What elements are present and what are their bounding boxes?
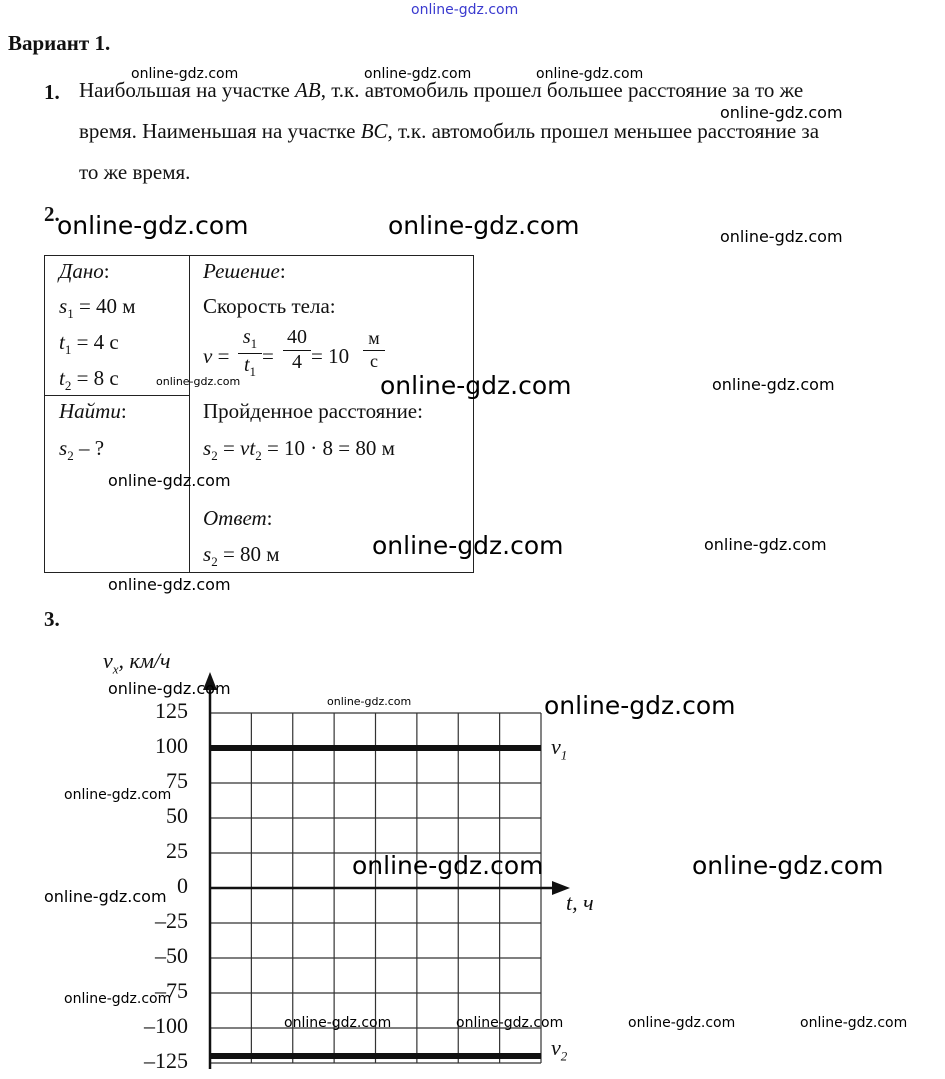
watermark[interactable]: online-gdz.com xyxy=(704,535,827,554)
watermark[interactable]: online-gdz.com xyxy=(108,679,231,698)
find-s2: $s_2$ – ? xyxy=(59,436,105,464)
speed-result: = 10 xyxy=(311,344,350,368)
task1-number: 1. xyxy=(44,80,60,104)
watermark[interactable]: online-gdz.com xyxy=(628,1015,736,1031)
watermark[interactable]: online-gdz.com xyxy=(108,471,231,490)
watermark[interactable]: online-gdz.com xyxy=(284,1015,392,1031)
y-tick-label: 0 xyxy=(177,873,188,898)
watermark[interactable]: online-gdz.com xyxy=(800,1015,908,1031)
y-tick-label: –100 xyxy=(144,1013,188,1038)
x-axis-label: t, ч xyxy=(566,890,594,915)
task3-number: 3. xyxy=(44,607,60,631)
y-tick-label: –75 xyxy=(155,978,188,1003)
watermark[interactable]: online-gdz.com xyxy=(156,375,241,388)
watermark[interactable]: online-gdz.com xyxy=(536,66,644,82)
distance-formula: $s_2 = vt_2 = 10 \cdot 8 = 80$ м xyxy=(203,436,395,464)
watermark[interactable]: online-gdz.com xyxy=(720,227,843,246)
segment-ab: AB xyxy=(295,78,321,102)
speed-fraction-symbolic: $\frac{s_1}{t_1}$ xyxy=(238,326,262,380)
watermark[interactable]: online-gdz.com xyxy=(544,691,736,720)
solution-heading: Решение: xyxy=(203,259,286,283)
answer-heading: Ответ: xyxy=(203,506,273,530)
task1-line1-text-a: Наибольшая на участке xyxy=(79,78,296,102)
watermark[interactable]: online-gdz.com xyxy=(64,787,172,803)
top-watermark[interactable]: online-gdz.com xyxy=(411,2,519,18)
y-tick-label: –125 xyxy=(144,1048,188,1073)
watermark[interactable]: online-gdz.com xyxy=(380,371,572,400)
watermark[interactable]: online-gdz.com xyxy=(57,211,249,240)
task1-line3: то же время. xyxy=(79,160,191,184)
watermark[interactable]: online-gdz.com xyxy=(64,991,172,1007)
y-tick-label: 25 xyxy=(166,838,188,863)
y-tick-label: 50 xyxy=(166,803,188,828)
v2-label: $v_2$ xyxy=(551,1035,568,1064)
speed-heading: Скорость тела: xyxy=(203,294,336,318)
y-tick-label: 125 xyxy=(155,698,188,723)
task2-number: 2. xyxy=(44,202,60,226)
x-axis-arrow xyxy=(552,881,570,895)
watermark[interactable]: online-gdz.com xyxy=(352,851,544,880)
watermark[interactable]: online-gdz.com xyxy=(388,211,580,240)
y-tick-label: 100 xyxy=(155,733,188,758)
speed-v-symbol: v = xyxy=(203,344,230,368)
speed-fraction-numeric: $\frac{40}{4}$ xyxy=(283,326,311,374)
given-t1: $t_1 = 4$ с xyxy=(59,330,119,358)
answer-value: $s_2 = 80$ м xyxy=(203,542,280,570)
watermark[interactable]: online-gdz.com xyxy=(372,531,564,560)
y-tick-label: –50 xyxy=(155,943,188,968)
speed-equals: = xyxy=(262,344,274,368)
watermark[interactable]: online-gdz.com xyxy=(108,575,231,594)
watermark[interactable]: online-gdz.com xyxy=(131,66,239,82)
task1-line2-text-b: , т.к. автомобиль прошел меньшее расстояние за xyxy=(387,119,820,143)
find-heading: Найти: xyxy=(59,399,127,423)
given-heading: Дано: xyxy=(59,259,110,283)
speed-unit: м с xyxy=(363,328,385,372)
watermark[interactable]: online-gdz.com xyxy=(327,695,412,708)
distance-heading: Пройденное расстояние: xyxy=(203,399,423,423)
y-tick-label: 75 xyxy=(166,768,188,793)
y-tick-label: –25 xyxy=(155,908,188,933)
task1-line1-text-b: , т.к. автомобиль прошел большее расстояние за то же xyxy=(320,78,804,102)
v1-label: $v_1$ xyxy=(551,734,568,763)
task1-line2-text-a: время. Наименьшая на участке xyxy=(79,119,361,143)
watermark[interactable]: online-gdz.com xyxy=(364,66,472,82)
given-s1: $s_1 = 40$ м xyxy=(59,294,136,322)
segment-bc: BC xyxy=(360,119,388,143)
watermark[interactable]: online-gdz.com xyxy=(44,887,167,906)
watermark[interactable]: online-gdz.com xyxy=(692,851,884,880)
given-t2: $t_2 = 8$ с xyxy=(59,366,119,394)
variant-title: Вариант 1. xyxy=(8,31,111,55)
y-axis-label: $v_x$, км/ч xyxy=(103,648,171,677)
watermark[interactable]: online-gdz.com xyxy=(712,375,835,394)
watermark[interactable]: online-gdz.com xyxy=(720,103,843,122)
watermark[interactable]: online-gdz.com xyxy=(456,1015,564,1031)
